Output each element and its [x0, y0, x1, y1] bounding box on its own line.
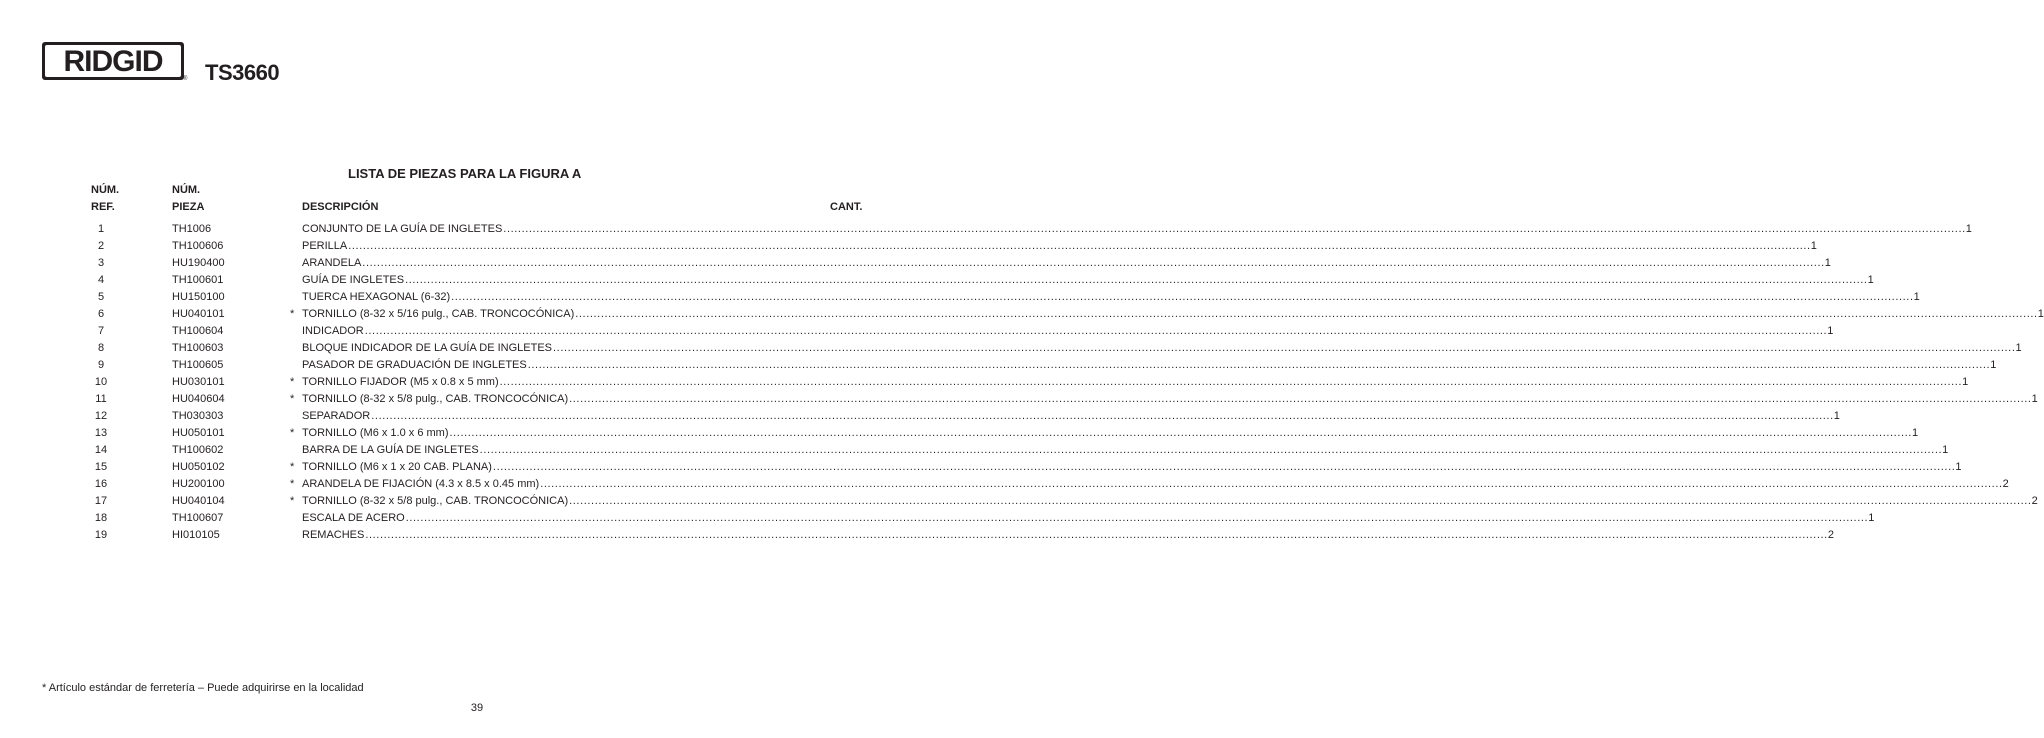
header-ref-line2: REF. [91, 201, 115, 213]
dot-leader: ................................................................................................................................................................................................................................................................................................................................................................................................................ [540, 478, 2003, 490]
quantity: 1 [1913, 291, 1920, 303]
quantity: 2 [1827, 529, 1834, 541]
header-description: DESCRIPCIÓN [302, 201, 379, 213]
hardware-asterisk: * [290, 393, 295, 405]
description: PASADOR DE GRADUACIÓN DE INGLETES [302, 359, 527, 371]
table-row [0, 476, 2009, 493]
ref-number: 13 [94, 427, 108, 439]
quantity: 1 [1955, 461, 1962, 473]
table-row [0, 340, 2022, 357]
description: BARRA DE LA GUÍA DE INGLETES [302, 444, 479, 456]
table-row [0, 238, 1817, 255]
part-number: HU150100 [172, 291, 225, 303]
dot-leader: ................................................................................................................................................................................................................................................................................................................................................................................................................ [499, 376, 1963, 388]
logo-text: RIDGID [63, 45, 163, 78]
ref-number: 18 [94, 512, 108, 524]
description: ARANDELA DE FIJACIÓN (4.3 x 8.5 x 0.45 mm) [302, 478, 540, 490]
ref-number: 9 [97, 359, 105, 371]
ref-number: 8 [97, 342, 105, 354]
dot-leader: ................................................................................................................................................................................................................................................................................................................................................................................................................ [569, 393, 2032, 405]
description-cell [302, 391, 2038, 408]
description-cell [302, 357, 1997, 374]
model-number: TS3660 [205, 60, 280, 85]
part-number: TH100602 [172, 444, 224, 456]
table-row [0, 391, 2038, 408]
dot-leader: ................................................................................................................................................................................................................................................................................................................................................................................................................ [362, 257, 1825, 269]
ref-number: 10 [94, 376, 108, 388]
table-row [0, 408, 1840, 425]
dot-leader: ................................................................................................................................................................................................................................................................................................................................................................................................................ [348, 240, 1811, 252]
dot-leader: ................................................................................................................................................................................................................................................................................................................................................................................................................ [405, 512, 1869, 524]
description-cell [302, 510, 1875, 527]
ref-number: 19 [94, 529, 108, 541]
description: TORNILLO (8-32 x 5/8 pulg., CAB. TRONCOCÓNICA) [302, 495, 569, 507]
description-cell [302, 459, 1962, 476]
dot-leader: ................................................................................................................................................................................................................................................................................................................................................................................................................ [503, 223, 1966, 235]
description: PERILLA [302, 240, 348, 252]
hardware-asterisk: * [290, 478, 295, 490]
description: TORNILLO (8-32 x 5/8 pulg., CAB. TRONCOCÓNICA) [302, 393, 569, 405]
quantity: 1 [1810, 240, 1817, 252]
description-cell [302, 255, 1831, 272]
part-number: HU050101 [172, 427, 225, 439]
header-qty: CANT. [830, 201, 863, 213]
description: GUÍA DE INGLETES [302, 274, 405, 286]
ref-number: 11 [95, 393, 107, 405]
ref-number: 12 [94, 410, 108, 422]
part-number: TH030303 [172, 410, 224, 422]
table-row [0, 323, 1834, 340]
description-cell [302, 527, 1834, 544]
description: TORNILLO (M6 x 1 x 20 CAB. PLANA) [302, 461, 492, 473]
table-row [0, 493, 2038, 510]
description-cell [302, 238, 1817, 255]
ref-number: 6 [97, 308, 105, 320]
part-number: TH100601 [172, 274, 224, 286]
quantity: 1 [1965, 223, 1972, 235]
ridgid-logo [42, 42, 188, 82]
ref-number: 5 [97, 291, 105, 303]
description: ESCALA DE ACERO [302, 512, 405, 524]
table-row [0, 527, 1834, 544]
description-cell [302, 340, 2022, 357]
table-row [0, 289, 1920, 306]
description-cell [302, 289, 1920, 306]
dot-leader: ................................................................................................................................................................................................................................................................................................................................................................................................................ [364, 325, 1828, 337]
quantity: 1 [1827, 325, 1834, 337]
quantity: 1 [1867, 274, 1874, 286]
quantity: 1 [1942, 444, 1949, 456]
dot-leader: ................................................................................................................................................................................................................................................................................................................................................................................................................ [451, 291, 1914, 303]
table-row [0, 459, 1962, 476]
description-cell [302, 476, 2009, 493]
description: TUERCA HEXAGONAL (6-32) [302, 291, 451, 303]
ref-number: 15 [94, 461, 108, 473]
description: TORNILLO (M6 x 1.0 x 6 mm) [302, 427, 449, 439]
part-number: TH100603 [172, 342, 224, 354]
dot-leader: ................................................................................................................................................................................................................................................................................................................................................................................................................ [449, 427, 1912, 439]
hardware-asterisk: * [290, 376, 295, 388]
hardware-asterisk: * [290, 427, 295, 439]
part-number: TH100604 [172, 325, 224, 337]
description-cell [302, 306, 2044, 323]
dot-leader: ................................................................................................................................................................................................................................................................................................................................................................................................................ [371, 410, 1834, 422]
registered-mark: ® [183, 76, 188, 82]
description-cell [302, 221, 1972, 238]
dot-leader: ................................................................................................................................................................................................................................................................................................................................................................................................................ [365, 529, 1828, 541]
ref-number: 17 [94, 495, 108, 507]
part-number: HU040101 [172, 308, 225, 320]
description: REMACHES [302, 529, 365, 541]
dot-leader: ................................................................................................................................................................................................................................................................................................................................................................................................................ [575, 308, 2038, 320]
table-row [0, 221, 1972, 238]
hardware-asterisk: * [290, 461, 295, 473]
ref-number: 2 [97, 240, 105, 252]
description: TORNILLO (8-32 x 5/16 pulg., CAB. TRONCOCÓNICA) [302, 308, 575, 320]
quantity: 1 [1868, 512, 1875, 524]
quantity: 2 [2002, 478, 2009, 490]
part-number: HU050102 [172, 461, 225, 473]
description-cell [302, 493, 2038, 510]
description-cell [302, 425, 1919, 442]
ridgid-logo-mark [42, 42, 188, 82]
part-number: HU190400 [172, 257, 225, 269]
description-cell [302, 272, 1874, 289]
description-cell [302, 442, 1949, 459]
ref-number: 14 [94, 444, 108, 456]
table-row [0, 425, 1919, 442]
table-row [0, 306, 2044, 323]
part-number: HU040604 [172, 393, 225, 405]
dot-leader: ................................................................................................................................................................................................................................................................................................................................................................................................................ [569, 495, 2032, 507]
hardware-asterisk: * [290, 495, 295, 507]
quantity: 1 [1824, 257, 1831, 269]
table-row [0, 272, 1874, 289]
page-number: 39 [470, 702, 484, 714]
table-row [0, 510, 1875, 527]
ref-number: 4 [97, 274, 105, 286]
parts-list-title: LISTA DE PIEZAS PARA LA FIGURA A [348, 166, 582, 181]
ref-number: 7 [97, 325, 105, 337]
description: TORNILLO FIJADOR (M5 x 0.8 x 5 mm) [302, 376, 499, 388]
part-number: HU040104 [172, 495, 225, 507]
quantity: 2 [2031, 495, 2038, 507]
ref-number: 16 [94, 478, 108, 490]
table-row [0, 357, 1997, 374]
table-row [0, 374, 1969, 391]
description: ARANDELA [302, 257, 362, 269]
description: SEPARADOR [302, 410, 371, 422]
header-part-line2: PIEZA [172, 201, 205, 213]
dot-leader: ................................................................................................................................................................................................................................................................................................................................................................................................................ [492, 461, 1956, 473]
ref-number: 1 [97, 223, 105, 235]
description: CONJUNTO DE LA GUÍA DE INGLETES [302, 223, 503, 235]
quantity: 1 [2015, 342, 2022, 354]
footnote: * Artículo estándar de ferretería – Puede adquirirse en la localidad [42, 682, 364, 694]
quantity: 1 [1833, 410, 1840, 422]
quantity: 1 [1990, 359, 1997, 371]
part-number: HU200100 [172, 478, 225, 490]
description: BLOQUE INDICADOR DE LA GUÍA DE INGLETES [302, 342, 553, 354]
dot-leader: ................................................................................................................................................................................................................................................................................................................................................................................................................ [405, 274, 1868, 286]
description-cell [302, 374, 1969, 391]
part-number: HI010105 [172, 529, 220, 541]
description: INDICADOR [302, 325, 364, 337]
part-number: HU030101 [172, 376, 225, 388]
quantity: 1 [2031, 393, 2038, 405]
header-ref-line1: NÚM. [91, 184, 120, 196]
quantity: 1 [2037, 308, 2044, 320]
table-row [0, 255, 1831, 272]
dot-leader: ................................................................................................................................................................................................................................................................................................................................................................................................................ [479, 444, 1943, 456]
dot-leader: ................................................................................................................................................................................................................................................................................................................................................................................................................ [527, 359, 1991, 371]
part-number: TH100605 [172, 359, 224, 371]
dot-leader: ................................................................................................................................................................................................................................................................................................................................................................................................................ [553, 342, 2016, 354]
table-row [0, 442, 1949, 459]
description-cell [302, 408, 1840, 425]
hardware-asterisk: * [290, 308, 295, 320]
description-cell [302, 323, 1834, 340]
parts-table [0, 221, 2044, 544]
quantity: 1 [1962, 376, 1969, 388]
part-number: TH100606 [172, 240, 224, 252]
ref-number: 3 [97, 257, 105, 269]
part-number: TH1006 [172, 223, 212, 235]
header-part-line1: NÚM. [172, 184, 201, 196]
quantity: 1 [1911, 427, 1919, 439]
part-number: TH100607 [172, 512, 224, 524]
